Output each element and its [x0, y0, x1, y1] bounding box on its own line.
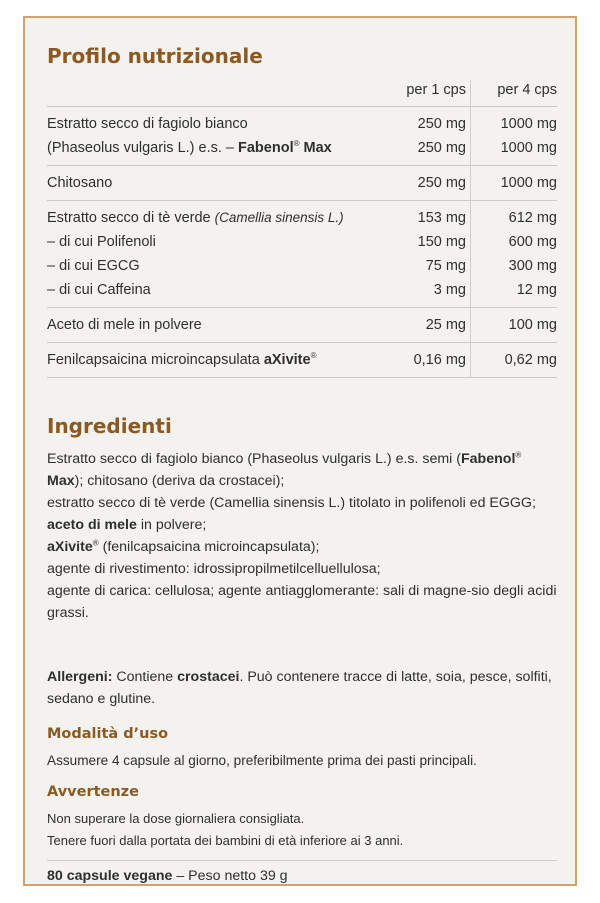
ingredient-text: Max [47, 473, 75, 489]
net-weight: – Peso netto 39 g [172, 868, 288, 884]
row-name [47, 230, 384, 254]
row-value-1: 250 mg [384, 136, 471, 166]
allergens-bold: crostacei [177, 669, 240, 685]
ingredient-line [47, 514, 559, 536]
ingredient-line: estratto secco di tè verde (Camellia sinensis L.) titolato in polifenoli ed EGGG; [47, 495, 536, 511]
table-row [47, 107, 557, 137]
row-value-1: 3 mg [384, 278, 471, 308]
row-value-4: 1000 mg [471, 166, 558, 201]
row-value-1: 150 mg [384, 230, 471, 254]
row-value-1: 153 mg [384, 201, 471, 231]
table-header-row [47, 80, 557, 107]
registered-mark: ® [293, 139, 300, 149]
divider [47, 860, 557, 861]
profile-title: Profilo nutrizionale [47, 44, 263, 68]
table-row [47, 136, 557, 166]
row-value-4: 12 mg [516, 282, 557, 298]
row-latin-name: (Camellia sinensis L.) [214, 210, 344, 225]
label-content [47, 18, 557, 884]
ingredients-text [47, 448, 559, 624]
row-subname: EGCG [96, 258, 140, 274]
ingredient-line: agente di carica: cellulosa; agente antiagglomerante: sali di magne-sio degli acidi grassi. [47, 583, 557, 621]
ingredients-title: Ingredienti [47, 414, 172, 438]
row-name [47, 254, 384, 278]
row-name-main: Estratto secco di tè verde [47, 210, 211, 226]
row-prefix: – di cui [47, 258, 97, 274]
capsule-count: 80 capsule vegane [47, 868, 173, 884]
row-subname: Caffeina [96, 282, 151, 298]
row-value-4: 612 mg [471, 201, 558, 231]
registered-mark: ® [310, 351, 317, 361]
row-value-4: 1000 mg [500, 140, 557, 156]
row-name [47, 201, 384, 231]
ingredient-text: ); chitosano (deriva da crostacei); [74, 473, 285, 489]
usage-text: Assumere 4 capsule al giorno, preferibilmente prima dei pasti principali. [47, 753, 477, 768]
row-value-1: 75 mg [384, 254, 471, 278]
ingredient-line: agente di rivestimento: idrossipropilmetilcelluellulosa; [47, 561, 381, 577]
row-value-4: 1000 mg [471, 107, 558, 137]
header-spacer [47, 80, 384, 107]
row-name: Estratto secco di fagiolo bianco [47, 107, 384, 137]
row-value-4: 0,62 mg [471, 343, 558, 378]
table-row [47, 343, 557, 378]
header-per-4: per 4 cps [497, 82, 557, 98]
row-prefix: – di cui [47, 282, 97, 298]
header-per-1: per 1 cps [384, 80, 471, 107]
table-row [47, 254, 557, 278]
row-subname: Polifenoli [96, 234, 156, 250]
row-value-4: 300 mg [508, 258, 557, 274]
table-row [47, 166, 557, 201]
row-name: Aceto di mele in polvere [47, 308, 384, 343]
nutrition-table [47, 80, 557, 378]
row-name-pre: (Phaseolus vulgaris L.) e.s. – [47, 140, 239, 156]
row-value-4: 100 mg [471, 308, 558, 343]
ingredient-line [47, 448, 559, 492]
table-row [47, 201, 557, 231]
ingredient-line [47, 536, 559, 558]
row-value-1: 0,16 mg [384, 343, 471, 378]
brand-fabenol: Fabenol [461, 451, 516, 467]
row-value-4: 600 mg [508, 234, 557, 250]
row-value-1: 250 mg [384, 107, 471, 137]
row-name [47, 136, 384, 166]
allergens-text [47, 666, 559, 710]
row-name: Chitosano [47, 166, 384, 201]
row-prefix: – di cui [47, 234, 97, 250]
warning-line: Tenere fuori dalla portata dei bambini di età inferiore ai 3 anni. [47, 833, 404, 848]
table-row [47, 308, 557, 343]
registered-mark: ® [515, 450, 522, 460]
row-name-post: Max [299, 140, 332, 156]
ingredient-text: in polvere; [136, 517, 207, 533]
table-row [47, 230, 557, 254]
row-name [47, 343, 384, 378]
ingredient-text: (fenilcapsaicina microincapsulata); [98, 539, 320, 555]
brand-axivite: aXivite [47, 539, 93, 555]
allergens-label: Allergeni: [47, 669, 113, 685]
label-panel [23, 16, 577, 886]
row-name-main: Fenilcapsaicina microincapsulata [47, 352, 264, 368]
table-row [47, 278, 557, 308]
row-value-1: 250 mg [384, 166, 471, 201]
allergens-text-part: . Può contenere tracce di latte, soia, pesce, solfiti, sedano e glutine. [47, 669, 552, 707]
usage-title: Modalità d’uso [47, 726, 169, 742]
allergens-line [47, 666, 559, 710]
brand-axivite: aXivite [263, 352, 311, 368]
row-name [47, 278, 384, 308]
warnings-title: Avvertenze [47, 784, 139, 800]
warnings-text [47, 808, 403, 852]
row-value-1: 25 mg [384, 308, 471, 343]
brand-fabenol: Fabenol [238, 140, 294, 156]
footer-info [47, 868, 288, 884]
registered-mark: ® [92, 538, 99, 548]
ingredient-bold: aceto di mele [47, 517, 137, 533]
allergens-text-part: Contiene [112, 669, 178, 685]
warning-line: Non superare la dose giornaliera consigliata. [47, 811, 305, 826]
ingredient-text: Estratto secco di fagiolo bianco (Phaseolus vulgaris L.) e.s. semi ( [47, 451, 461, 467]
